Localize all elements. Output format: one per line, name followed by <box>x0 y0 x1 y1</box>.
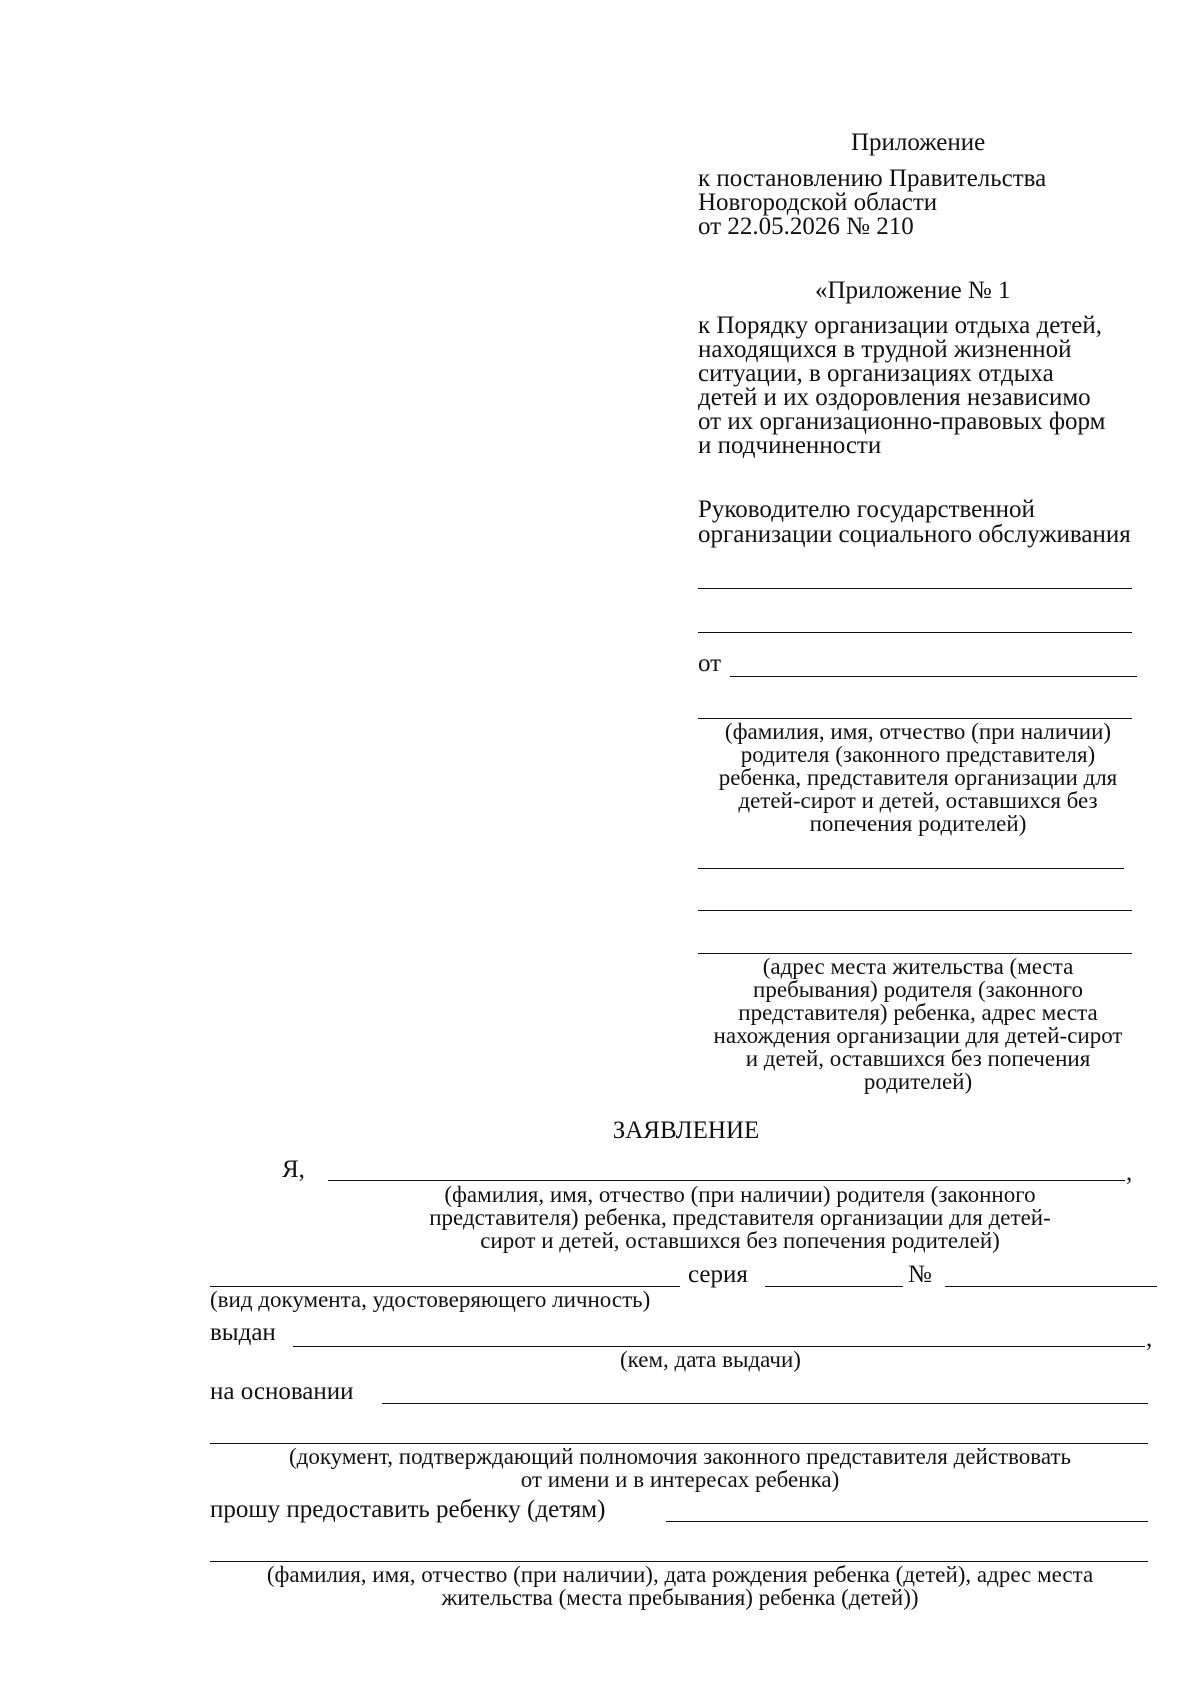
series-label: серия <box>688 1261 748 1288</box>
applicant-fullname-line[interactable] <box>328 1180 1125 1181</box>
organization-name-line[interactable] <box>698 588 1132 589</box>
comma: , <box>1146 1325 1153 1352</box>
order-line: детей и их оздоровления независимо <box>698 384 1091 411</box>
caption-line: пребывания) родителя (законного <box>753 977 1083 1002</box>
caption-line: нахождения организации для детей-сирот <box>713 1023 1123 1048</box>
caption-line: ребенка, представителя организации для <box>718 765 1118 790</box>
caption-line: (фамилия, имя, отчество (при наличии), дата рождения ребенка (детей), адрес места <box>266 1562 1094 1587</box>
applicant-fullname-caption <box>380 1183 1100 1252</box>
caption-line: и детей, оставшихся без попечения <box>745 1046 1091 1071</box>
basis-line[interactable] <box>382 1403 1148 1404</box>
decree-line: Новгородской области <box>698 189 938 216</box>
decree-line: к постановлению Правительства <box>698 165 1047 192</box>
identity-document-caption: (вид документа, удостоверяющего личность) <box>210 1287 651 1312</box>
caption-line: (адрес места жительства (места <box>762 954 1074 979</box>
order-line: находящихся в трудной жизненной <box>698 336 1072 363</box>
caption-line: представителя) ребенка, представителя организации для детей- <box>429 1205 1051 1230</box>
caption-line: представителя) ребенка, адрес места <box>738 1000 1098 1025</box>
appendix-title: Приложение <box>851 129 986 156</box>
child-info-caption <box>220 1563 1140 1609</box>
number-label: № <box>908 1261 932 1288</box>
caption-line: детей-сирот и детей, оставшихся без <box>738 788 1098 813</box>
decree-reference <box>698 167 1046 239</box>
caption-line: (документ, подтверждающий полномочия законного представителя действовать <box>288 1444 1072 1469</box>
number-line[interactable] <box>945 1286 1157 1287</box>
caption-line: жительства (места пребывания) ребенка (детей)) <box>441 1585 919 1610</box>
appendix1-title: «Приложение № 1 <box>815 277 1011 304</box>
caption-line: сирот и детей, оставшихся без попечения родителей) <box>480 1228 1000 1253</box>
address-line[interactable] <box>698 910 1132 911</box>
caption-line: от имени и в интересах ребенка) <box>520 1467 840 1492</box>
applicant-caption <box>690 720 1146 835</box>
basis-label: на основании <box>210 1378 354 1405</box>
order-line: от их организационно-правовых форм <box>698 408 1106 435</box>
i-label: Я, <box>282 1156 305 1183</box>
order-line: и подчиненности <box>698 432 882 459</box>
comma: , <box>1126 1159 1133 1186</box>
basis-caption <box>240 1445 1120 1491</box>
caption-line: (фамилия, имя, отчество (при наличии) родителя (законного <box>444 1182 1036 1207</box>
child-info-line[interactable] <box>666 1521 1148 1522</box>
order-line: ситуации, в организациях отдыха <box>698 360 1054 387</box>
issued-label: выдан <box>210 1319 276 1346</box>
caption-line: попечения родителей) <box>809 811 1027 836</box>
decree-line: от 22.05.2026 № 210 <box>698 213 914 240</box>
caption-line: родителей) <box>863 1069 973 1094</box>
organization-name-line[interactable] <box>698 632 1132 633</box>
address-line[interactable] <box>698 868 1124 869</box>
series-line[interactable] <box>765 1286 903 1287</box>
addressee <box>698 497 1131 547</box>
request-label: прошу предоставить ребенку (детям) <box>210 1496 606 1523</box>
order-line: к Порядку организации отдыха детей, <box>698 312 1102 339</box>
statement-title: ЗАЯВЛЕНИЕ <box>612 1117 760 1144</box>
order-reference <box>698 314 1106 458</box>
from-label: от <box>698 650 722 677</box>
addressee-line: Руководителю государственной <box>698 496 1035 523</box>
issued-caption: (кем, дата выдачи) <box>620 1347 801 1372</box>
address-caption <box>690 955 1146 1093</box>
from-name-line[interactable] <box>730 676 1137 677</box>
caption-line: родителя (законного представителя) <box>740 742 1096 767</box>
addressee-line: организации социального обслуживания <box>698 521 1131 548</box>
caption-line: (фамилия, имя, отчество (при наличии) <box>724 719 1112 744</box>
